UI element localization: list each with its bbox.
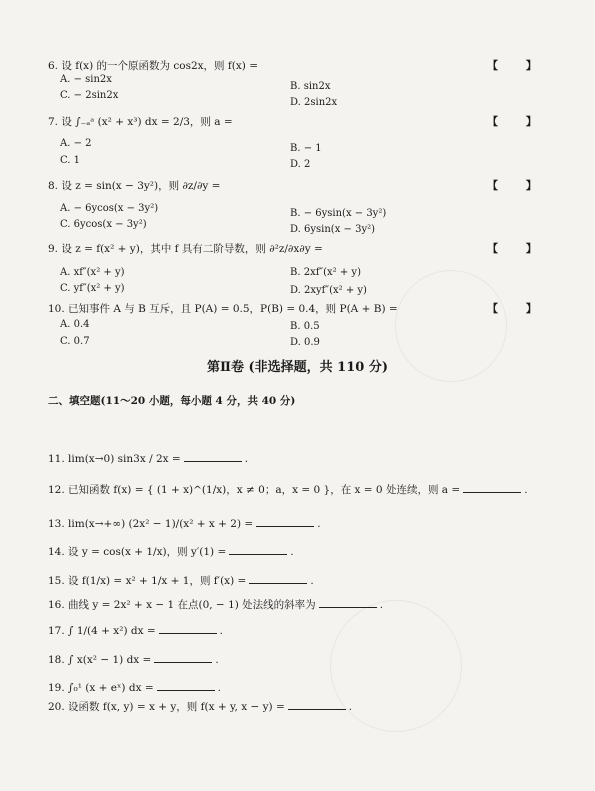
q10-option-b: B. 0.5	[290, 321, 320, 332]
q9-option-b: B. 2xf″(x² + y)	[290, 267, 361, 278]
q7-option-d: D. 2	[290, 159, 311, 170]
q9-option-a: A. xf″(x² + y)	[60, 267, 125, 278]
part2-title: 第Ⅱ卷 (非选择题，共 110 分)	[207, 360, 388, 375]
fill-question-12	[48, 483, 528, 497]
fill-question-end: .	[524, 484, 528, 496]
answer-blank[interactable]	[184, 452, 242, 462]
fill-question-13	[48, 517, 321, 531]
answer-blank[interactable]	[159, 624, 217, 634]
question-7: 7. 设 ∫₋ₐᵃ (x² + x³) dx = 2/3，则 a =	[48, 116, 233, 128]
fill-question-end: .	[379, 599, 384, 611]
fill-question-16	[48, 598, 383, 612]
q8-option-c: C. 6ycos(x − 3y²)	[60, 219, 147, 230]
fill-question-end: .	[244, 453, 249, 465]
q10-option-d: D. 0.9	[290, 337, 320, 348]
fill-question-text: 11. lim(x→0) sin3x / 2x =	[48, 453, 181, 465]
fill-question-text: 19. ∫₀¹ (x + eˣ) dx =	[48, 682, 154, 694]
q7-option-c: C. 1	[60, 155, 81, 166]
fill-question-end: .	[217, 682, 221, 694]
fill-question-end: .	[317, 518, 321, 530]
answer-blank[interactable]	[463, 483, 521, 493]
fill-question-text: 14. 设 y = cos(x + 1/x)，则 y′(1) =	[48, 546, 227, 558]
q8-option-b: B. − 6ysin(x − 3y²)	[290, 208, 387, 219]
answer-bracket-10: 【 】	[487, 302, 549, 315]
q6-option-b: B. sin2x	[290, 81, 331, 92]
q9-option-c: C. yf″(x² + y)	[60, 283, 125, 294]
answer-blank[interactable]	[229, 545, 287, 555]
fill-question-17	[48, 624, 223, 638]
fill-question-18	[48, 653, 219, 667]
fill-question-end: .	[290, 546, 294, 558]
fill-question-14	[48, 545, 294, 559]
fill-question-11	[48, 452, 248, 466]
fill-question-text: 18. ∫ x(x² − 1) dx =	[48, 654, 152, 666]
q7-option-a: A. − 2	[60, 138, 92, 149]
q10-option-c: C. 0.7	[60, 336, 90, 347]
answer-bracket-9: 【 】	[487, 242, 549, 255]
q9-option-d: D. 2xyf″(x² + y)	[290, 285, 367, 296]
fill-question-end: .	[348, 701, 353, 713]
q6-option-a: A. − sin2x	[60, 74, 112, 85]
question-10: 10. 已知事件 A 与 B 互斥，且 P(A) = 0.5，P(B) = 0.4，则 P(A + B) =	[48, 303, 398, 315]
answer-blank[interactable]	[249, 574, 307, 584]
q6-option-d: D. 2sin2x	[290, 97, 338, 108]
fill-question-19	[48, 681, 221, 695]
fill-question-text: 13. lim(x→+∞) (2x² − 1)/(x² + x + 2) =	[48, 518, 254, 530]
section2-heading: 二、填空题(11～20 小题，每小题 4 分，共 40 分)	[48, 395, 296, 407]
fill-question-text: 20. 设函数 f(x, y) = x + y，则 f(x + y, x − y) =	[48, 701, 285, 713]
question-6: 6. 设 f(x) 的一个原函数为 cos2x，则 f(x) =	[48, 60, 259, 72]
fill-question-15	[48, 574, 314, 588]
answer-bracket-8: 【 】	[487, 179, 549, 192]
q10-option-a: A. 0.4	[60, 319, 90, 330]
fill-question-end: .	[310, 575, 314, 587]
answer-blank[interactable]	[319, 598, 377, 608]
q8-option-a: A. − 6ycos(x − 3y²)	[60, 203, 159, 214]
q7-option-b: B. − 1	[290, 143, 322, 154]
answer-blank[interactable]	[256, 517, 314, 527]
fill-question-end: .	[219, 625, 223, 637]
answer-bracket-6: 【 】	[487, 59, 549, 72]
fill-question-text: 16. 曲线 y = 2x² + x − 1 在点(0, − 1) 处法线的斜率为	[48, 599, 316, 611]
q6-option-c: C. − 2sin2x	[60, 90, 119, 101]
answer-blank[interactable]	[288, 700, 346, 710]
answer-blank[interactable]	[157, 681, 215, 691]
answer-bracket-7: 【 】	[487, 115, 549, 128]
answer-blank[interactable]	[154, 653, 212, 663]
fill-question-text: 17. ∫ 1/(4 + x²) dx =	[48, 625, 156, 637]
question-8: 8. 设 z = sin(x − 3y²)，则 ∂z/∂y =	[48, 180, 221, 192]
q8-option-d: D. 6ysin(x − 3y²)	[290, 224, 375, 235]
fill-question-end: .	[215, 654, 219, 666]
fill-question-text: 12. 已知函数 f(x) = { (1 + x)^(1/x)，x ≠ 0；a，x = 0 }，在 x = 0 处连续，则 a =	[48, 484, 461, 496]
fill-question-20	[48, 700, 352, 714]
fill-question-text: 15. 设 f(1/x) = x² + 1/x + 1，则 f′(x) =	[48, 575, 247, 587]
question-9: 9. 设 z = f(x² + y)，其中 f 具有二阶导数，则 ∂²z/∂x∂y =	[48, 243, 323, 255]
